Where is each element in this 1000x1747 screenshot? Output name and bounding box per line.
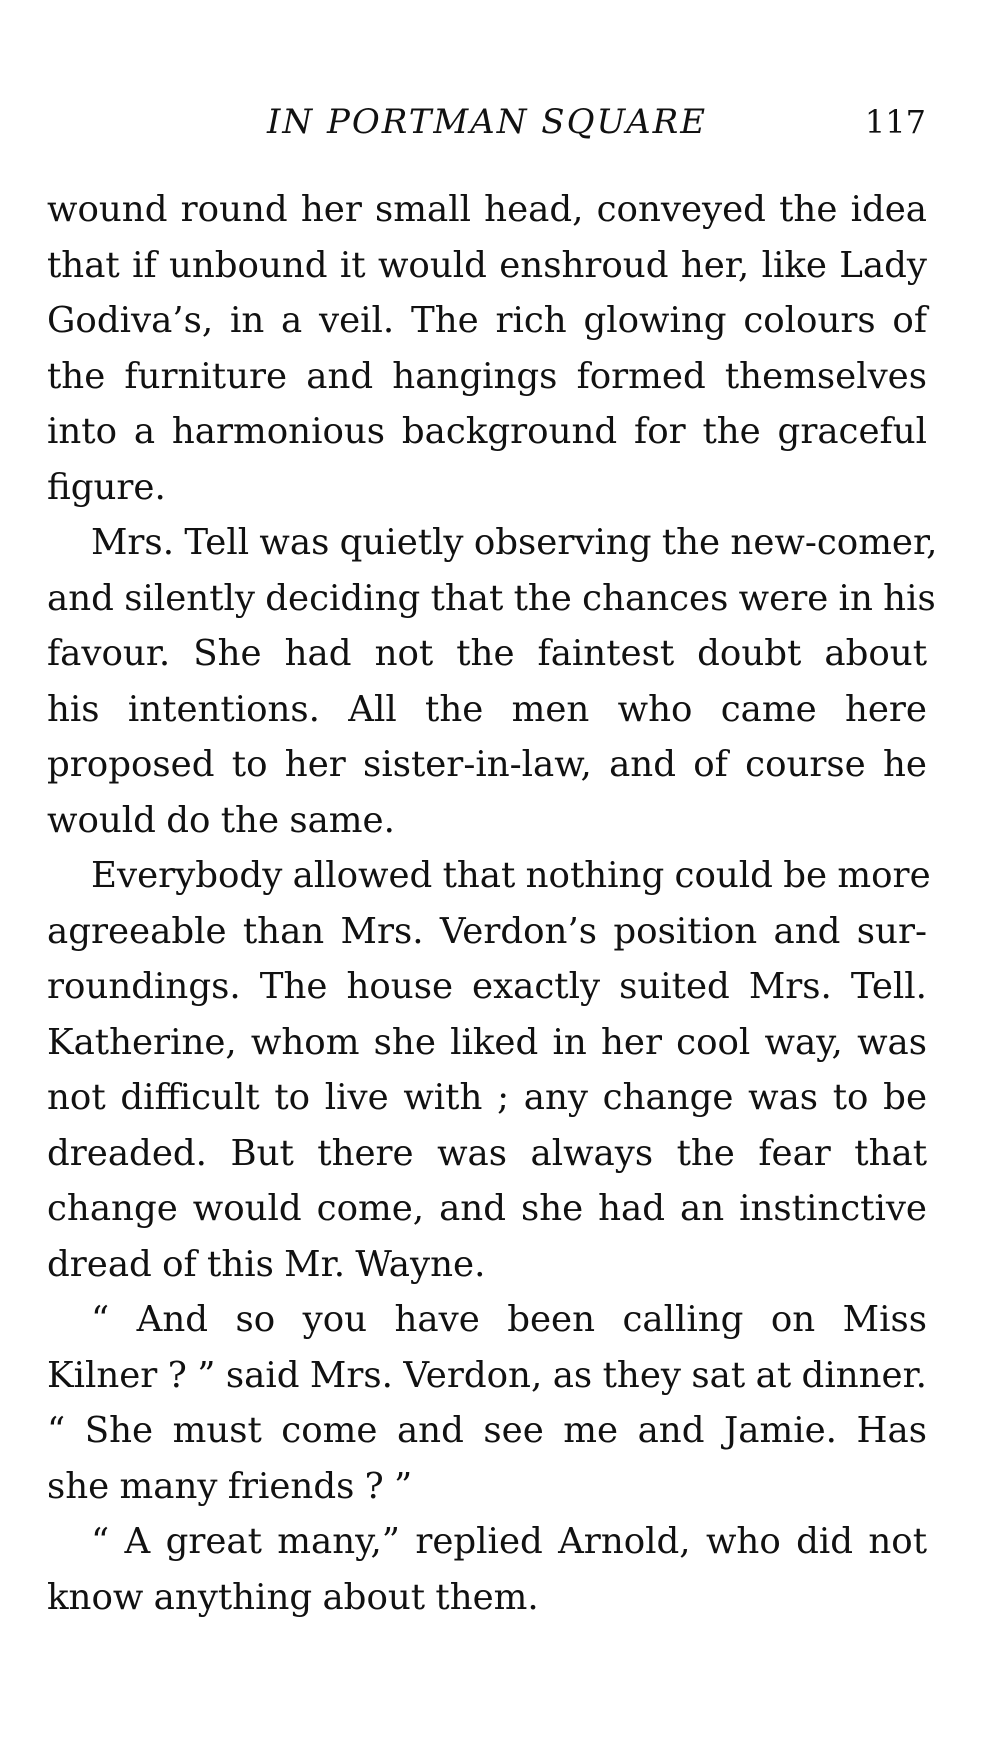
page-number: 117	[864, 103, 926, 141]
text-line: “ She must come and see me and Jamie. Has	[47, 1410, 927, 1451]
running-title: IN PORTMAN SQUARE	[266, 102, 708, 142]
text-line: would do the same.	[47, 799, 395, 841]
text-line: know anything about them.	[47, 1576, 539, 1618]
text-line: dreaded. But there was always the fear that	[47, 1132, 927, 1174]
text-line: his intentions. All the men who came here	[47, 688, 927, 730]
text-line: and silently deciding that the chances were in his	[47, 577, 936, 619]
body-text	[47, 182, 938, 1625]
text-line: into a harmonious background for the graceful	[47, 411, 927, 452]
text-line: “ And so you have been calling on Miss	[91, 1299, 927, 1340]
text-line: favour. She had not the faintest doubt about	[47, 633, 927, 674]
text-line: Everybody allowed that nothing could be more	[91, 855, 931, 896]
text-line: roundings. The house exactly suited Mrs. Tell.	[47, 966, 927, 1007]
text-line: dread of this Mr. Wayne.	[47, 1243, 486, 1285]
text-line: Katherine, whom she liked in her cool way, was	[47, 1021, 927, 1063]
text-line: figure.	[47, 466, 166, 508]
running-head	[48, 100, 926, 144]
text-line: she many friends ? ”	[47, 1465, 413, 1507]
text-line: the furniture and hangings formed themselves	[47, 355, 927, 397]
text-line: agreeable than Mrs. Verdon’s position and sur-	[47, 910, 927, 952]
text-line: Kilner ? ” said Mrs. Verdon, as they sat at dinner.	[47, 1354, 927, 1396]
text-line: change would come, and she had an instinctive	[47, 1188, 927, 1229]
text-line: Mrs. Tell was quietly observing the new-comer,	[91, 522, 938, 563]
text-line: Godiva’s, in a veil. The rich glowing colours of	[47, 300, 927, 341]
text-line: wound round her small head, conveyed the idea	[47, 189, 927, 230]
text-line: not difficult to live with ; any change was to be	[47, 1077, 927, 1118]
text-line: that if unbound it would enshroud her, like Lady	[47, 244, 927, 286]
text-line: proposed to her sister-in-law, and of course he	[47, 744, 927, 785]
text-line: “ A great many,” replied Arnold, who did not	[91, 1521, 927, 1562]
